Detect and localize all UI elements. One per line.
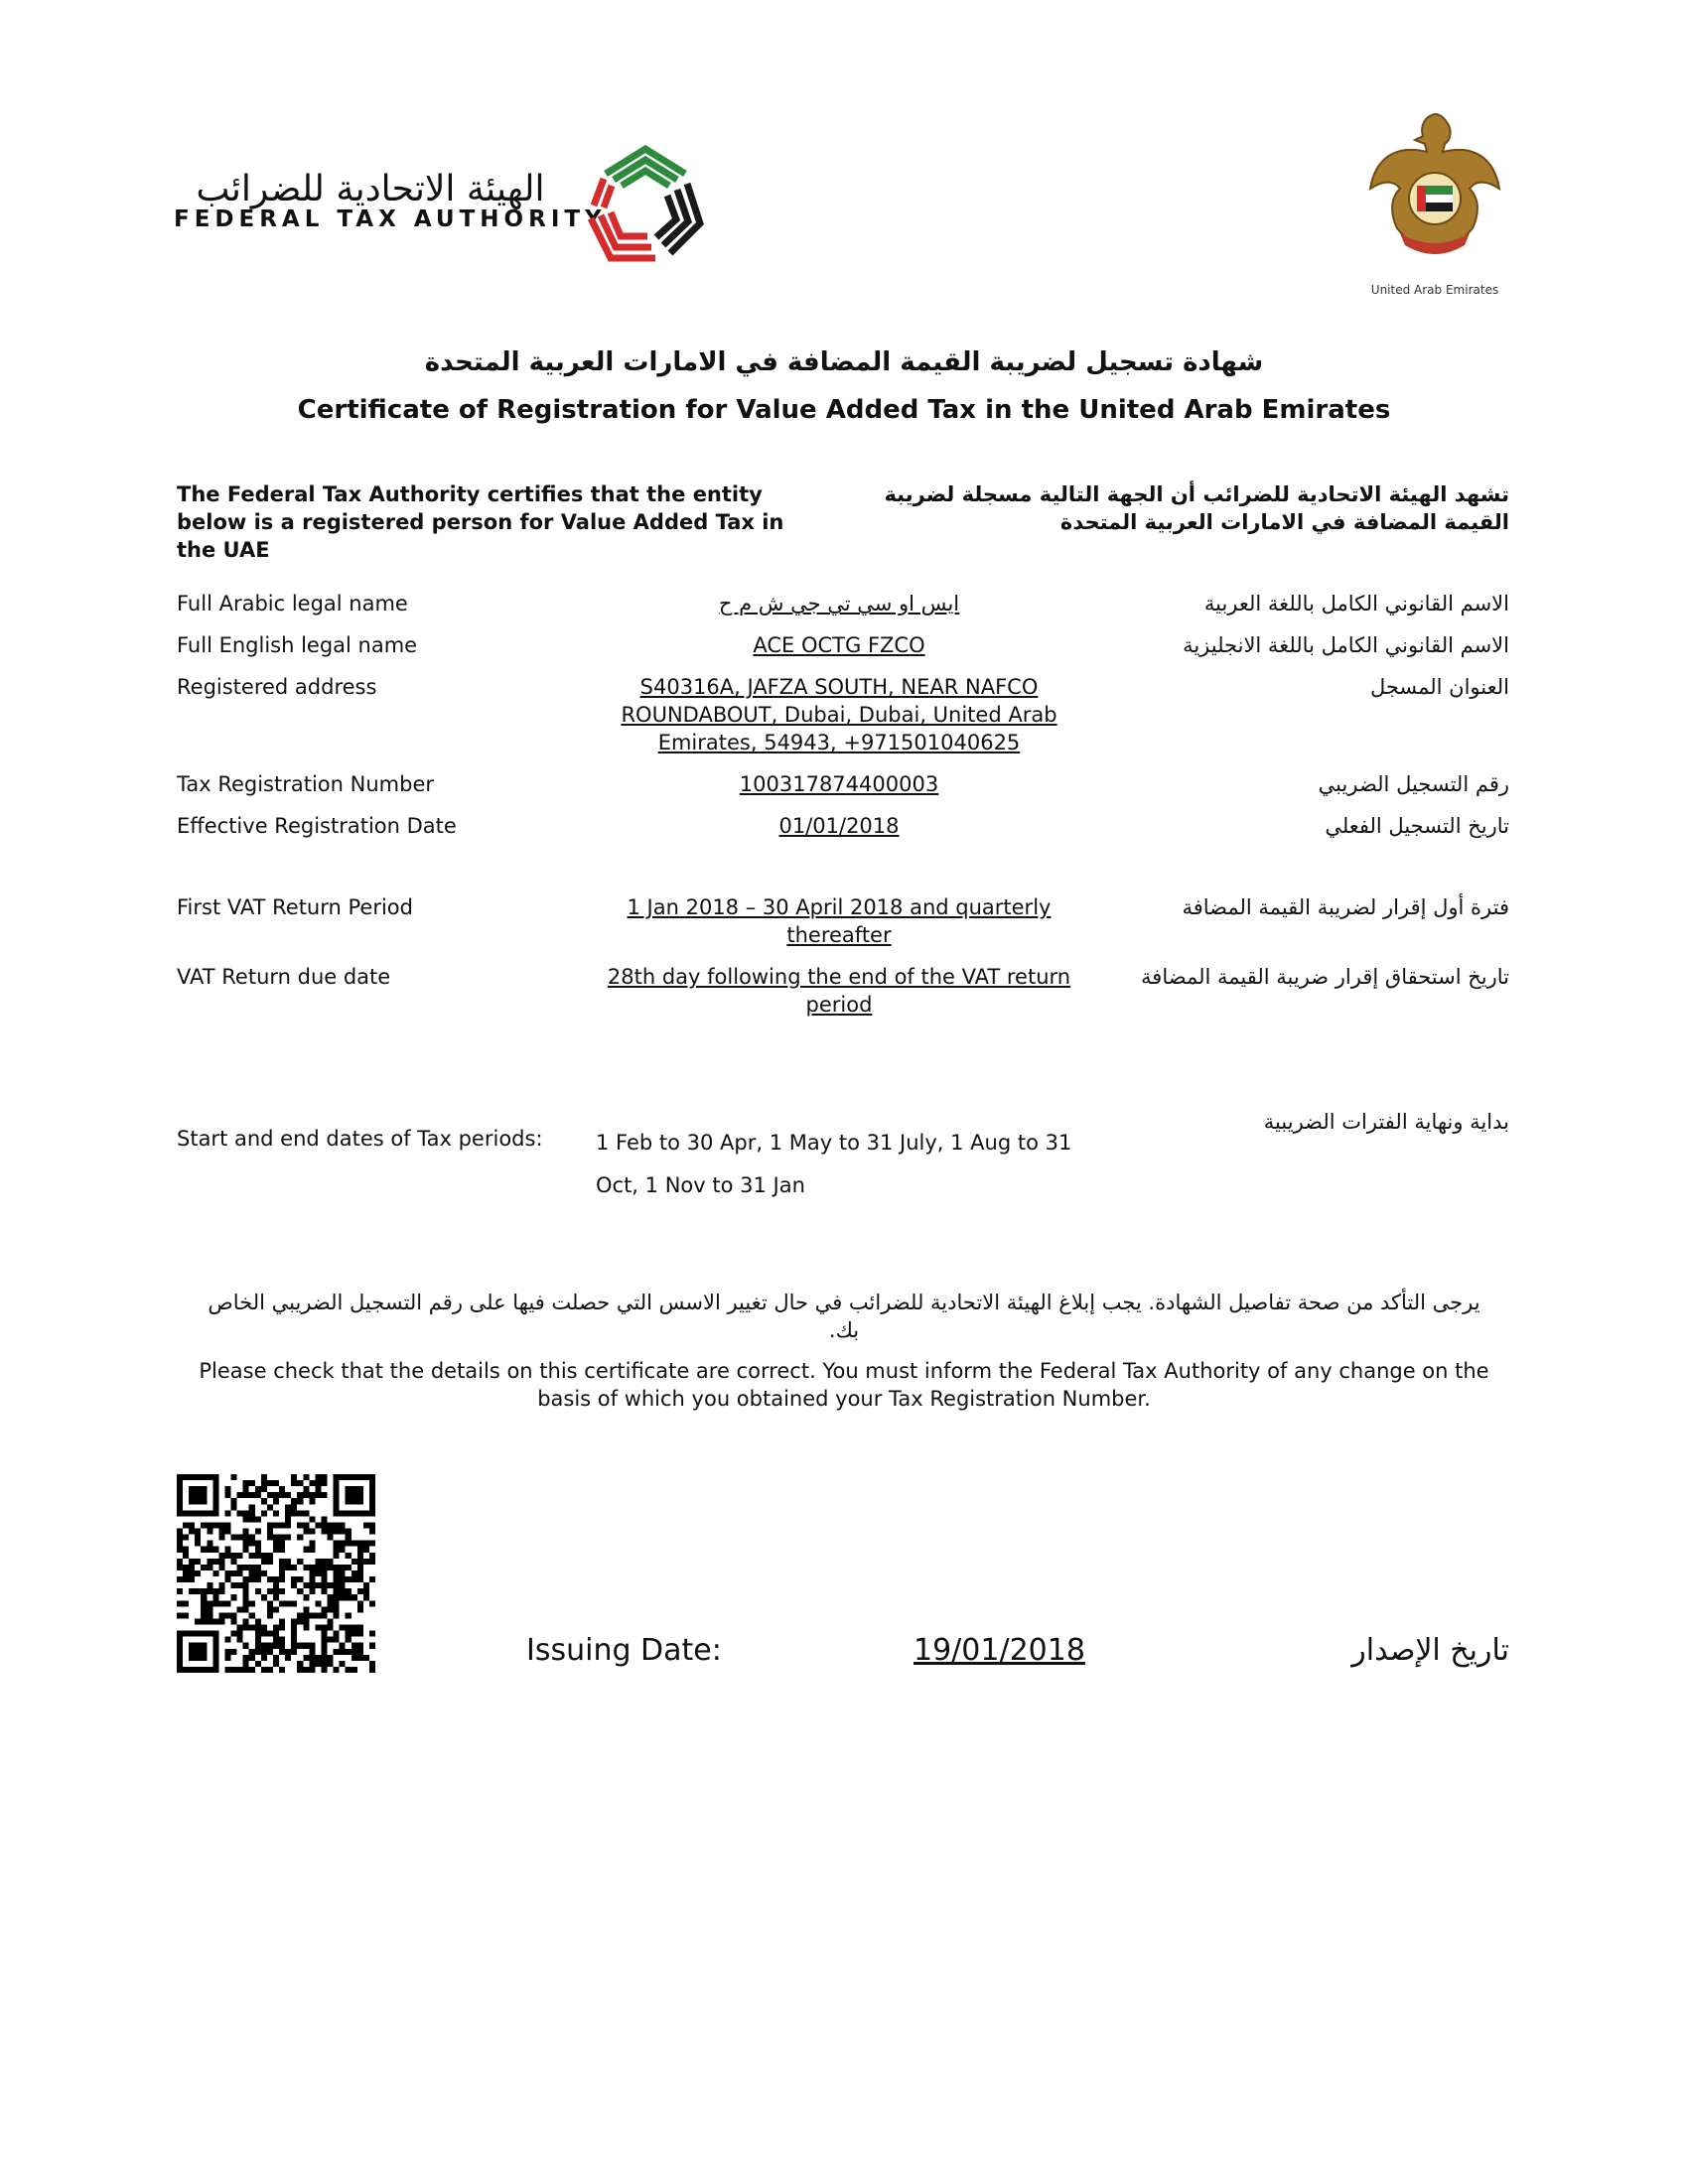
field-value-effective-date: 01/01/2018 (778, 814, 900, 838)
field-label-en: Full Arabic legal name (177, 592, 408, 615)
field-label-ar: العنوان المسجل (1369, 675, 1509, 699)
field-label-ar: رقم التسجيل الضريبي (1318, 772, 1509, 796)
field-value-english-name: ACE OCTG FZCO (753, 633, 925, 657)
field-label-ar: تاريخ استحقاق إقرار ضريبة القيمة المضافة (1141, 965, 1509, 989)
field-label-en: Tax Registration Number (177, 772, 434, 796)
field-value-arabic-name: ايس او سي تي جي ش م ح (718, 592, 960, 615)
intro-arabic: تشهد الهيئة الاتحادية للضرائب أن الجهة التالية مسجلة لضريبة القيمة المضافة في الامارات العربية المتحدة (884, 482, 1509, 534)
field-label-ar: تاريخ التسجيل الفعلي (1325, 814, 1509, 838)
intro-english: The Federal Tax Authority certifies that the entity below is a registered person for Value Added Tax in the UAE (177, 482, 784, 562)
title-arabic: شهادة تسجيل لضريبة القيمة المضافة في الامارات العربية المتحدة (424, 347, 1264, 377)
issuing-date-label-en: Issuing Date: (526, 1633, 722, 1668)
authority-name-english: FEDERAL TAX AUTHORITY (174, 206, 607, 232)
field-value-address: S40316A, JAFZA SOUTH, NEAR NAFCO ROUNDABOUT, Dubai, Dubai, United Arab Emirates, 54943, +971501040625 (621, 675, 1057, 754)
field-value-return-due-date: 28th day following the end of the VAT return period (607, 965, 1071, 1017)
field-label-en: First VAT Return Period (177, 895, 413, 919)
field-label-en: VAT Return due date (177, 965, 391, 989)
field-value-first-return-period: 1 Jan 2018 – 30 April 2018 and quarterly thereafter (627, 895, 1052, 947)
issuing-date-label-ar: تاريخ الإصدار (1351, 1633, 1509, 1668)
emblem-caption: United Arab Emirates (1370, 283, 1499, 297)
title-english: Certificate of Registration for Value Added Tax in the United Arab Emirates (297, 395, 1391, 425)
uae-emblem-icon (1365, 104, 1504, 278)
field-label-en: Full English legal name (177, 633, 418, 657)
field-label-ar: فترة أول إقرار لضريبة القيمة المضافة (1182, 895, 1509, 919)
issuing-date-value: 19/01/2018 (914, 1633, 1085, 1668)
notice-english: Please check that the details on this certificate are correct. You must inform the Federal Tax Authority of any change on the basis of which you obtained your Tax Registration Number. (199, 1359, 1489, 1411)
tax-periods-label-en: Start and end dates of Tax periods: (177, 1127, 543, 1151)
fta-logo-icon (576, 134, 715, 273)
authority-name-arabic: الهيئة الاتحادية للضرائب (196, 169, 545, 209)
notice-arabic: يرجى التأكد من صحة تفاصيل الشهادة. يجب إبلاغ الهيئة الاتحادية للضرائب في حال تغيير الاسس التي حصلت فيها على رقم التسجيل الضريبي الخاص بك. (208, 1291, 1480, 1342)
field-label-ar: الاسم القانوني الكامل باللغة العربية (1203, 592, 1509, 615)
field-label-en: Effective Registration Date (177, 814, 457, 838)
field-value-trn: 100317874400003 (739, 772, 939, 796)
field-label-en: Registered address (177, 675, 377, 699)
field-label-ar: الاسم القانوني الكامل باللغة الانجليزية (1183, 633, 1509, 657)
tax-periods-label-ar: بداية ونهاية الفترات الضريبية (1263, 1110, 1509, 1134)
tax-periods-value: 1 Feb to 30 Apr, 1 May to 31 July, 1 Aug to 31 Oct, 1 Nov to 31 Jan (596, 1131, 1072, 1197)
qr-code-icon (177, 1474, 375, 1673)
